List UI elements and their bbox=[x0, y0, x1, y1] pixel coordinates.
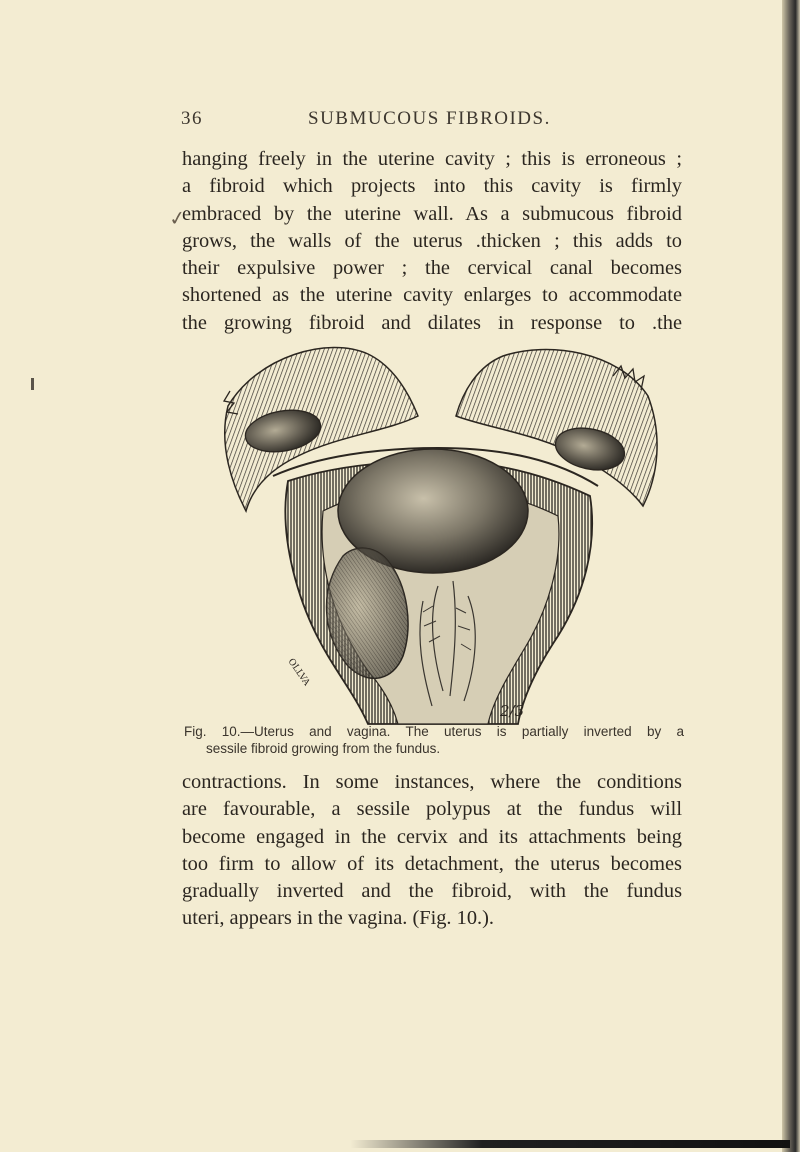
paragraph-1 bbox=[182, 146, 682, 337]
running-head-title: SUBMUCOUS FIBROIDS. bbox=[308, 108, 551, 129]
uterus-engraving bbox=[218, 336, 658, 726]
text-line: their expulsive power ; the cervical canal becomes bbox=[182, 257, 682, 280]
figure-illustration bbox=[218, 336, 658, 726]
margin-mark bbox=[31, 378, 34, 390]
caption-line: sessile fibroid growing from the fundus. bbox=[206, 741, 441, 756]
text-line: gradually inverted and the fibroid, with the fundus bbox=[182, 880, 682, 903]
text-line: hanging freely in the uterine cavity ; this is erroneous ; bbox=[182, 148, 682, 170]
page-edge-shadow bbox=[782, 0, 800, 1152]
page-bottom-shadow bbox=[350, 1140, 790, 1148]
page-number: 36 bbox=[181, 108, 203, 129]
engraver-signature: OLLVA bbox=[285, 656, 312, 688]
text-line: uteri, appears in the vagina. (Fig. 10.). bbox=[182, 907, 495, 930]
text-line: grows, the walls of the uterus .thicken ; this adds to bbox=[182, 229, 682, 252]
figure-caption bbox=[184, 723, 684, 757]
paragraph-2 bbox=[182, 769, 682, 933]
pencil-check-mark: ✓ bbox=[167, 204, 188, 232]
caption-line: Fig. 10.—Uterus and vagina. The uterus is partially inverted by a bbox=[184, 724, 684, 739]
text-line: become engaged in the cervix and its attachments being bbox=[182, 825, 682, 848]
text-line: are favourable, a sessile polypus at the fundus will bbox=[182, 798, 682, 821]
text-line: too firm to allow of its detachment, the uterus becomes bbox=[182, 852, 682, 875]
text-line: a fibroid which projects into this cavity is firmly bbox=[182, 175, 682, 198]
text-line: shortened as the uterine cavity enlarges to accommodate bbox=[182, 284, 682, 307]
engraver-fraction: 2/3 bbox=[500, 702, 525, 720]
text-line: embraced by the uterine wall. As a submucous fibroid bbox=[182, 202, 682, 225]
text-line: contractions. In some instances, where the conditions bbox=[182, 771, 682, 793]
text-line: the growing fibroid and dilates in response to .the bbox=[182, 311, 682, 334]
